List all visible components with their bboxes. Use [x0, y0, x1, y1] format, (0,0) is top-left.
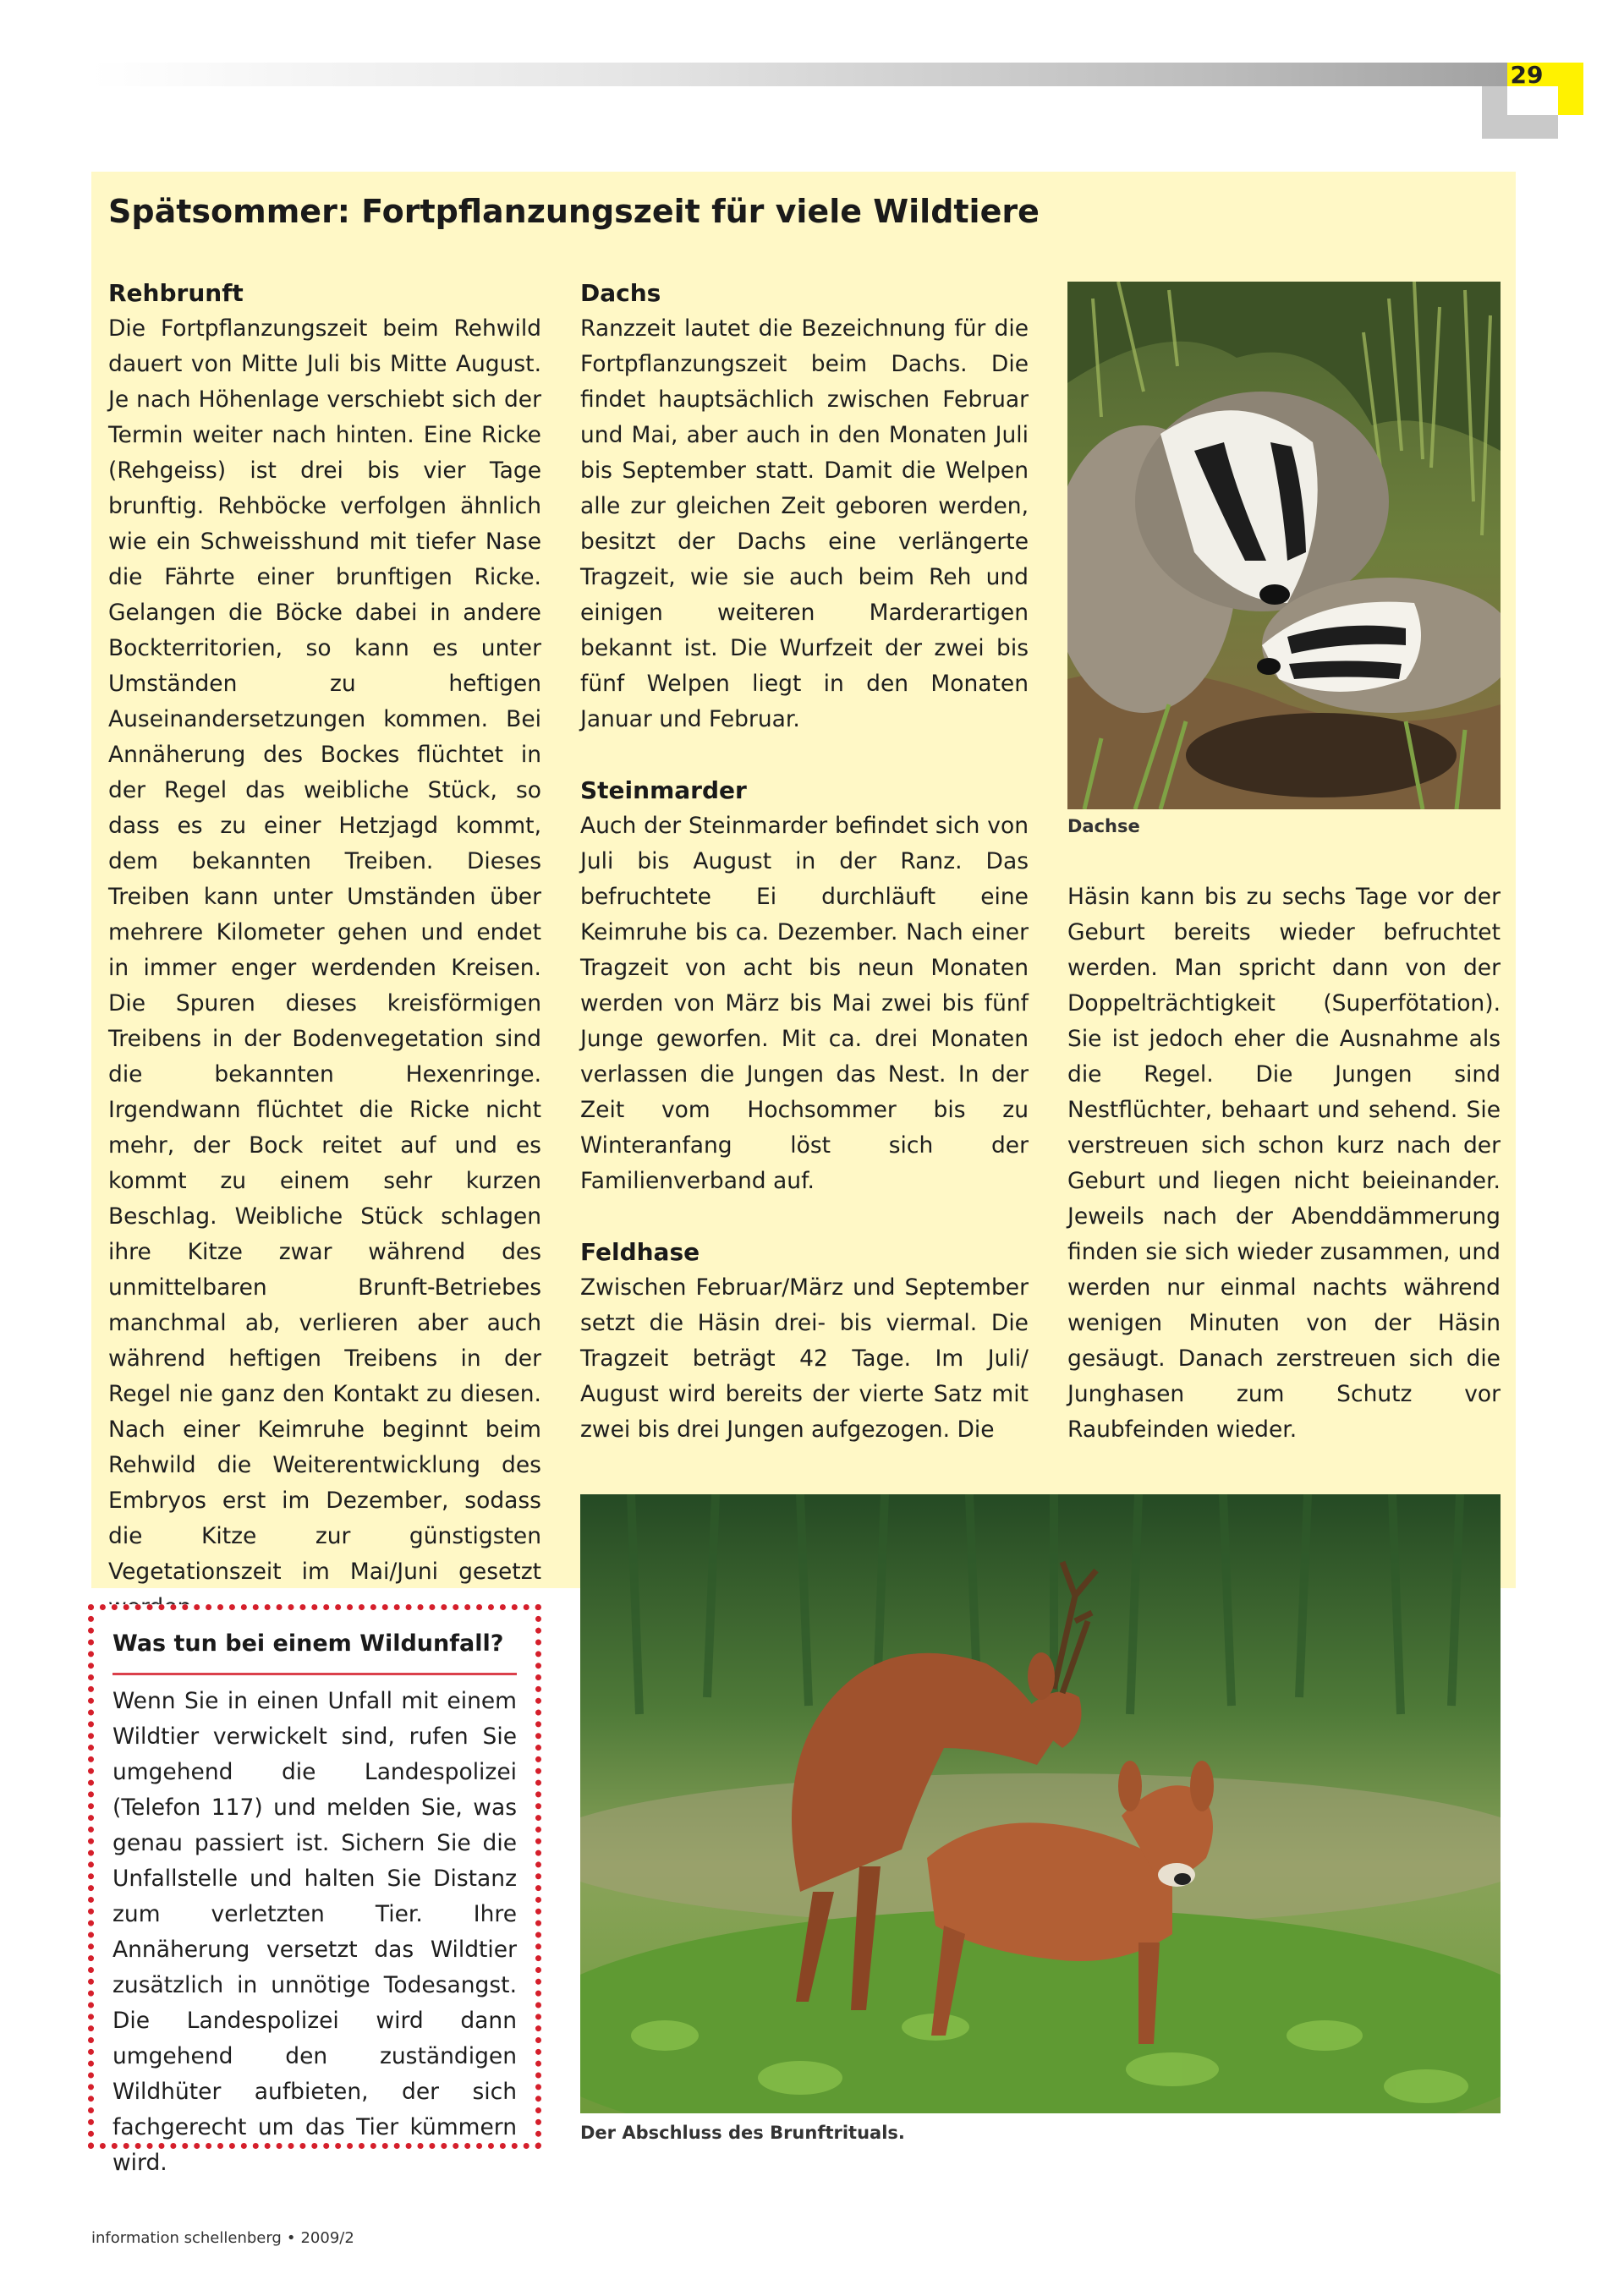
heading-dachs: Dachs [580, 279, 661, 307]
column-middle [580, 276, 1029, 1448]
column-right [1067, 879, 1501, 1448]
text-feldhase-continued: Häsin kann bis zu sechs Tage vor der Geburt bereits wieder befruchtet werden. Man spricht dann von der Doppelträchtigkeit (Superfötation). Sie ist jedoch eher die Ausnahme als die Regel. Die Jungen sind Nestflüchter, behaart und sehend. Sie verstreuen sich schon kurz nach der Geburt und liegen nicht beieinander. Jeweils nach der Abenddämmerung finden sie sich wieder zusammen, und werden nur einmal nachts während wenigen Minuten von der Häsin gesäugt. Danach zerstreuen sich die Junghasen zum Schutz vor Raubfeinden wieder. [1067, 884, 1501, 1443]
heading-feldhase: Feldhase [580, 1238, 700, 1266]
infobox-title: Was tun bei einem Wildunfall? [112, 1630, 504, 1657]
deer-photo [580, 1494, 1501, 2113]
page-footer [91, 2229, 354, 2247]
badger-photo [1067, 282, 1501, 809]
deer-caption: Der Abschluss des Brunftrituals. [580, 2123, 905, 2143]
infobox-text: Wenn Sie in einen Unfall mit einem Wildtier verwickelt sind, rufen Sie umgehend die Landespolizei (Telefon 117) und melden Sie, was genau passiert ist. Sichern Sie die Unfallstelle und halten Sie Distanz zum verletzten Tier. Ihre Annäherung versetzt das Wildtier zusätzlich in unnötige Todesangst. Die Landespolizei wird dann umgehend den zuständigen Wildhüter aufbieten, der sich fachgerecht um das Tier kümmern wird. [112, 1688, 517, 2176]
footer-issue: 2009/2 [300, 2229, 354, 2247]
column-rehbrunft [108, 276, 541, 1625]
heading-rehbrunft: Rehbrunft [108, 279, 244, 307]
infobox-divider [112, 1673, 517, 1675]
page-number: 29 [1510, 61, 1544, 89]
page-number-white-notch [1507, 86, 1558, 115]
badger-illustration [1067, 282, 1501, 809]
footer-publication: information schellenberg [91, 2229, 282, 2247]
text-rehbrunft: Die Fortpflanzungszeit beim Rehwild dauert von Mitte Juli bis Mitte August. Je nach Höhenlage verschiebt sich der Termin weiter nach hinten. Eine Ricke (Rehgeiss) ist drei bis vier Tage brunftig. Rehböcke verfolgen ähnlich wie ein Schweisshund mit tiefer Nase die Fährte einer brunftigen Ricke. Gelangen die Böcke dabei in andere Bockterritorien, so kann es unter Umständen zu heftigen Auseinandersetzungen kommen. Bei Annäherung des Bockes flüchtet in der Regel das weibliche Stück, so dass es zu einer Hetzjagd kommt, dem bekannten Treiben. Dieses Treiben kann unter Umständen über mehrere Kilometer gehen und endet in immer enger werdenden Kreisen. Die Spuren dieses kreisförmigen Treibens in der Bodenvegetation sind die bekannten Hexenringe. Irgendwann flüchtet die Ricke nicht mehr, der Bock reitet auf und es kommt zu einem sehr kurzen Beschlag. Weibliche Stück schlagen ihre Kitze zwar während des unmittelbaren Brunft-Betriebes manchmal ab, verlieren aber auch während heftigen Treibens in der Regel nie ganz den Kontakt zu diesen. Nach einer Keimruhe beginnt beim Rehwild die Weiterentwicklung des Embryos erst im Dezember, sodass die Kitze zur günstigsten Vegetationszeit im Mai/Juni gesetzt [108, 315, 541, 1585]
article-title: Spätsommer: Fortpflanzungszeit für viele Wildtiere [108, 193, 1040, 230]
wildunfall-infobox [88, 1604, 541, 2176]
header-gradient-bar [91, 63, 1580, 86]
footer-separator: • [286, 2229, 296, 2247]
deer-illustration [580, 1494, 1501, 2113]
text-feldhase: Zwischen Februar/März und September setzt die Häsin drei- bis viermal. Die Tragzeit beträgt 42 Tage. Im Juli/ August wird bereits der vierte Satz mit zwei bis drei Jungen aufgezogen. Die [580, 1274, 1029, 1443]
heading-steinmarder: Steinmarder [580, 776, 747, 804]
badger-caption: Dachse [1067, 816, 1140, 836]
text-steinmarder: Auch der Steinmarder befindet sich von Juli bis August in der Ranz. Das befruchtete Ei durchläuft eine Keimruhe bis ca. Dezember. Nach einer Tragzeit von acht bis neun Monaten werden von März bis Mai zwei bis fünf Junge geworfen. Mit ca. drei Monaten verlassen die Jungen das Nest. In der Zeit vom Hochsommer bis zu Winteranfang löst sich der Familienverband auf. [580, 813, 1029, 1194]
text-dachs: Ranzzeit lautet die Bezeichnung für die Fortpflanzungszeit beim Dachs. Die findet hauptsächlich zwischen Februar und Mai, aber auch in den Monaten Juli bis September statt. Damit die Welpen alle zur gleichen Zeit geboren werden, besitzt der Dachs eine verlängerte Tragzeit, wie sie auch beim Reh und einigen weiteren Marderartigen bekannt ist. Die Wurfzeit der zwei bis fünf Welpen liegt in den Monaten Januar und Februar. [580, 315, 1029, 732]
